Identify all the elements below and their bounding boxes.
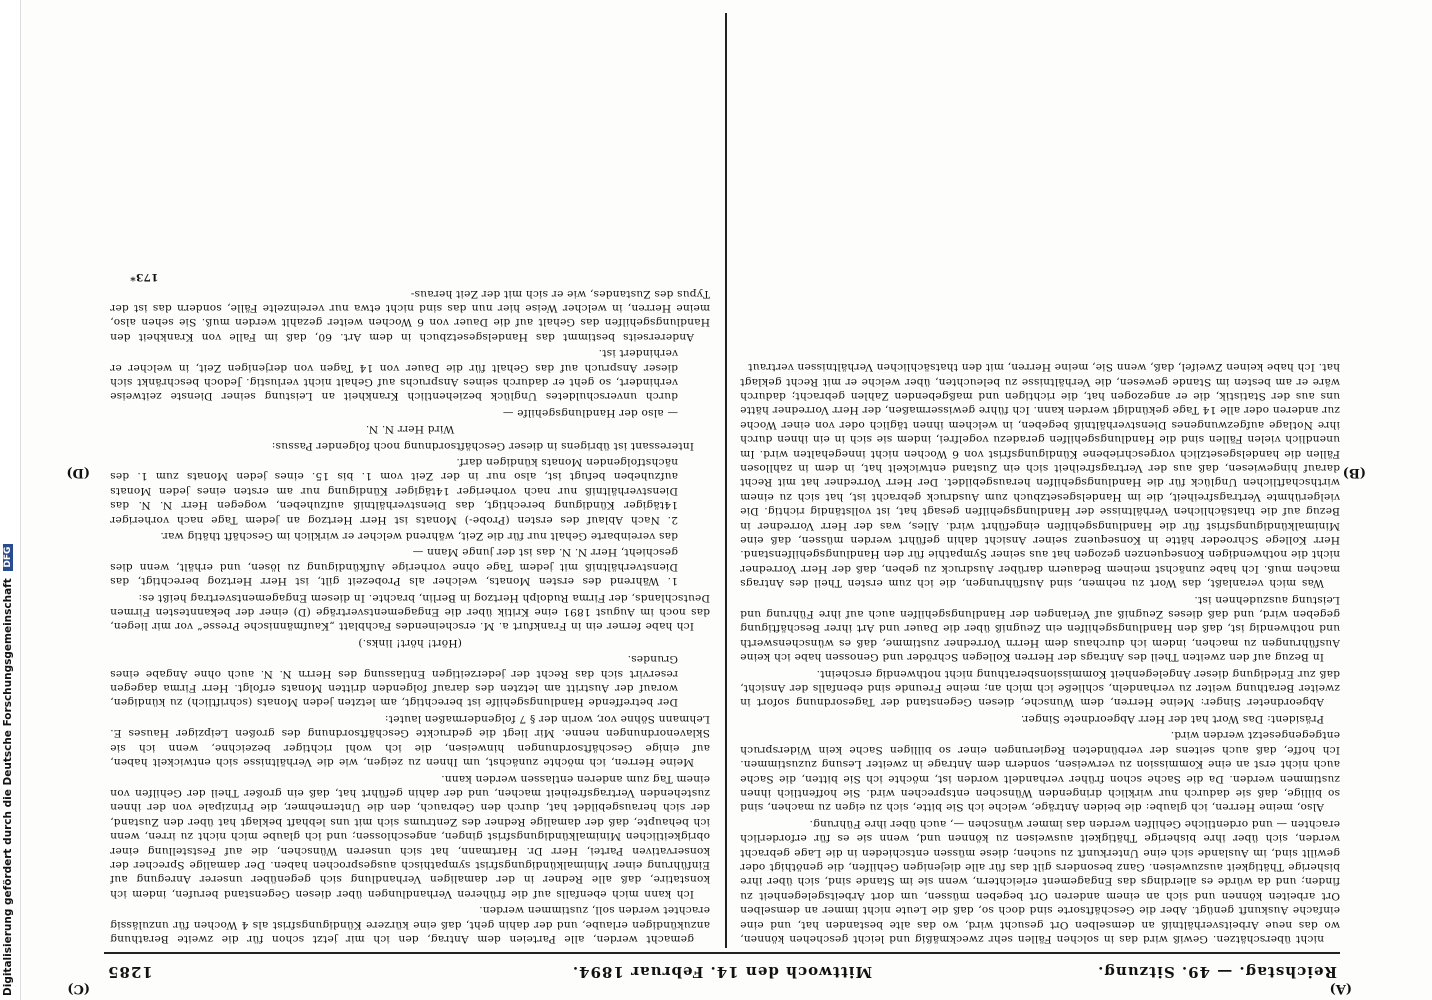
right-paragraph-2: Ich kann mich ebenfalls auf die früheren Verhandlungen über diesen Gegenstand berufen, indem ich konstatire, daß alle Redner in der damaligen Verhandlung sich gegenüber unserer Anregung auf Einführung einer Minimalkündigungsfrist sympathisch ausgesprochen haben. Der damalige Sprecher der konservativen Partei, Herr Dr. Hartmann, hat sich unseren Wünschen, die auf Feststellung einer obrigkeitlichen Minimalkündigungsfrist gingen, angeschlossen; und ich glaube mich nicht zu irren, wenn ich behaupte, daß der damalige Redner des Zentrums sich mit uns lebhaft beklagt hat über den Zustand, der sich herausgebildet hat, durch den Gebrauch, den die Unternehmer, die Prinzipale von der ihnen zustehenden Vertragsfreiheit machen, und der dahin geführt hat, daß ein großer Theil der Gehilfen von einem Tag zum anderen entlassen werden kann. (110, 772, 710, 900)
left-paragraph-6: Was mich veranlaßt, das Wort zu nehmen, sind Ausführungen, die ich zum ersten Theil des Antrags machen muß. Ich habe zunächst meinem Bedauern darüber Ausdruck zu geben, daß der Herr Vorredner nicht die nothwendigen Konsequenzen gezogen hat aus seiner Sympathie für den Handlungsgehilfenstand. Herr Kollege Schroeder hätte in Konsequenz seiner Ansicht dahin geführt werden müssen, daß eine Minimalkündigungsfrist für die Handlungsgehilfen eingeführt wird. Alles, was der Herr Vorredner in Bezug auf die thatsächlichen Verhältnisse der Handlungsgehilfen gesagt hat, ist vollständig richtig. Die vielgerühmte Vertragsfreiheit, die im Handelsgesetzbuch zum Ausdruck gebracht ist, hat sich zu einem wirthschaftlichen Unglück für die Handlungsgehilfen herausgebildet. Der Herr Vorredner hat mit Recht darauf hingewiesen, daß aus der Vertragsfreiheit sich ein Zustand entwickelt hat, in dem in zahllosen Fällen die handelsgesetzlich vorgeschriebene Kündigungsfrist von 6 Wochen nicht innegehalten wird. Im unendlich vielen Fällen sind die Handlungsgehilfen geradezu vogelfrei, indem sie sich in ein ihnen durch ihre Notlage aufgezwungenes Dienstverhältniß begeben, in welchem ihnen täglich oder von einer Woche zur anderen oder alle 14 Tage gekündigt werden kann. Ich führe gewissermaßen, der Herr Vorredner hätte uns aus der Statistik, die er angezogen hat, die richtigen und maßgebenden Zahlen gebracht; dadurch wäre er am besten im Stande gewesen, die Verhältnisse zu beleuchten, über welche er mit Recht geklagt hat. Ich habe keinen Zweifel, daß, wenn Sie, meine Herren, mit den thatsächlichen Verhältnissen vertraut (740, 361, 1340, 590)
digitization-credit (2, 546, 14, 996)
right-quote-aside: — also der Handlungsgehilfe — (502, 406, 678, 419)
column-divider (725, 13, 727, 948)
dfg-logo-icon: DFG (3, 544, 13, 571)
right-quote-1: Der betreffende Handlungsgehilfe ist berechtigt, am letzten jeden Monats (schriftlich) zu kündigen, worauf der Austritt am letzten des darauf folgenden dritten Monats erfolgt. Herr Firma dagegen reservirt sich das Recht der jederzeitigen Entlassung des Herrn N. N. auch ohne Angabe eines Grundes. (110, 653, 678, 709)
header-left-title: Reichstag. — 49. Sitzung. (1097, 963, 1337, 981)
sheet-number: 173* (130, 271, 159, 284)
left-paragraph-5: In Bezug auf den zweiten Theil des Antrags der Herren Kollegen Schröder und Genossen habe ich keine Ausführungen zu machen, indem ich durchaus dem Herrn Vorredner zustimme, daß es wünschenswerth und nothwendig ist, daß den Handlungsgehilfen ein Zeugniß über die Dauer und Art ihrer Beschäftigung gegeben wird, und daß dieses Zeugniß auf Verlangen der Handlungsgehilfen auch auf ihre Führung und Leistung auszudehnen ist. (740, 593, 1340, 664)
margin-marker-d: (D) (66, 465, 90, 480)
margin-marker-c: (C) (67, 981, 90, 996)
header-rule (104, 952, 1340, 954)
margin-marker-b: (B) (1342, 465, 1366, 480)
left-paragraph-1: nicht überschätzen. Gewiß wird das in solchen Fällen sehr zweckmäßig und leicht geschehen können, wo das neue Arbeitsverhältniß an demselben Ort gesucht wird, wo das alte bestanden hat, und eine einfache Auskunft genügt. Aber die Geschäftsorte sind doch so, daß die Leute nicht immer an demselben Ort arbeiten können und sich an einem anderen Ort begeben müssen, um dort Arbeitsgelegenheit zu finden; und da würde es allerdings das Engagement erleichtern, wenn sie im Stande sind, sich über ihre bisherige Thätigkeit auszuweisen. Ganz besonders gilt das für alle diejenigen Gehilfen, die genöthigt oder gewillt sind, im Auslande sich eine Unterkunft zu suchen; diese müssen entschieden in die Lage gebracht werden, sich über ihre bisherige Thätigkeit ausweisen zu können und, wenn sie es für erforderlich erachten — und ordentliche Gehilfen werden das immer wünschen —, auch über ihre Führung. (740, 817, 1340, 945)
left-paragraph-2: Also, meine Herren, ich glaube: die beiden Anträge, welche ich Sie bitte, sich zu eigen zu machen, sind so billige, daß sie dadurch nur wirklich dringenden Wünschen entsprechen wird. Sie hoffentlich ihnen zustimmen werden. Da die Sache schon früher verhandelt worden ist, möchte ich Sie bitten, die Sache auch nicht erst an eine Kommission zu verweisen, sondern dem Antrage in zweiter Lesung zuzustimmen. Ich hoffe, daß auch seitens der verbündeten Regierungen einer so billigen Sache kein Widerspruch entgegengesetzt werden wird. (740, 729, 1340, 814)
scanned-page (20, 0, 1432, 1000)
digitization-credit-strip (0, 0, 21, 1000)
credit-text: Digitalisierung gefördert durch die Deutsche Forschungsgemeinschaft (2, 578, 14, 996)
right-paragraph-5: Interessant ist übrigens in dieser Geschäftsordnung noch folgender Passus: (271, 439, 694, 452)
right-paragraph-4: Ich habe ferner ein in Frankfurt a. M. erscheinendes Fachblatt „Kaufmännische Presse“ vor mir liegen, das noch im August 1891 eine Kritik über die Engagementsverträge (D) einer der bekanntesten Firmen Deutschlands, der Firma Rudolph Hertzog in Berlin, brachte. In diesem Engagementsvertrag heißt es: (110, 591, 710, 633)
page-header (107, 960, 1337, 984)
right-paragraph-3: Meine Herren, ich möchte zunächst, um Ihnen zu zeigen, wie die Verhältnisse sich entwickelt haben, auf einige Geschäftsordnungen hinweisen, die ich wohl richtiger bezeichne, wenn ich sie Sklavenordnungen nenne. Mir liegt die gedruckte Geschäftsordnung des großen Leipziger Hauses E. Lehmann Söhne vor, worin der § 7 folgendermaßen lautet: (110, 712, 710, 769)
right-list-item-1: 1. Während des ersten Monats, welcher als Probezeit gilt, ist Herr Hertzog berechtigt, das Dienstverhältniß mit jedem Tage ohne vorherige Aufkündigung zu lösen, und erhält, wenn dies geschieht, Herr N. N. das ist der junge Mann — (110, 546, 678, 588)
right-column (110, 16, 710, 946)
page-number: 1285 (107, 963, 153, 981)
left-paragraph-3: Präsident: Das Wort hat der Herr Abgeordnete Singer. (1020, 712, 1324, 725)
right-paragraph-6: Andererseits bestimmt das Handelsgesetzbuch in dem Art. 60, daß im Falle von Krankheit den Handlungsgehilfen das Gehalt auf die Dauer von 6 Wochen weiter gezahlt werden muß. Sie sehen also, meine Herren, in welcher Weise hier nun das sind nicht etwa nur vereinzelte Fälle, sondern das ist der Typus des Zustandes, wie er sich mit der Zeit heraus- (110, 287, 710, 343)
left-column (740, 16, 1340, 946)
right-list-item-1-continued: das vereinbarte Gehalt nur für die Zeit, während welcher er wirklich im Geschäft thätig war. (160, 530, 678, 543)
right-quote-lead: Wird Herr N. N. (365, 423, 455, 436)
right-paragraph-1: gemacht werden, alle Parteien dem Antrag, den ich mir jetzt schon für die zweite Berathung anzukündigen erlaube, und der dahin geht, daß eine kürzere Kündigungsfrist als 4 Wochen für unzulässig erachtet werden soll, zustimmen werden. (110, 904, 710, 945)
margin-marker-a: (A) (1329, 981, 1352, 996)
left-paragraph-4: Abgeordneter Singer: Meine Herren, dem Wunsche, diesen Gegenstand der Tagesordnung sofort in zweiter Berathung weiter zu verhandeln, schließe ich mich an; meine Freunde sind ebenfalls der Ansicht, daß zur Erledigung dieser Angelegenheit Kommissionsberathung nicht nothwendig erscheint. (740, 667, 1340, 709)
header-date: Mittwoch den 14. Februar 1894. (571, 963, 873, 981)
right-quote-2: durch unverschuldetes Unglück beziehentlich Krankheit an Leistung seiner Dienste zeitweise verhindert, so geht er dadurch seines Anspruchs auf Gehalt nicht verlustig. Jedoch beschränkt sich dieser Anspruch auf das Gehalt für die Dauer von 14 Tagen von derjenigen Zeit, in welcher er verhindert ist. (110, 347, 678, 403)
right-list-item-2: 2. Nach Ablauf des ersten (Probe-) Monats ist Herr Hertzog an jedem Tage nach vorheriger 14tägiger Kündigung berechtigt, das Dienstverhältniß aufzuheben, wogegen Herr N. N. das Dienstverhältniß nur nach vorheriger 14tägiger Kündigung nur am ersten eines jeden Monats aufzuheben befugt ist, also nur in der Zeit vom 1. bis 15. eines jeden Monats zum 1. des nächstfolgenden Monats kündigen darf. (110, 456, 678, 526)
right-interjection: (Hört! hört! links.) (358, 636, 462, 649)
